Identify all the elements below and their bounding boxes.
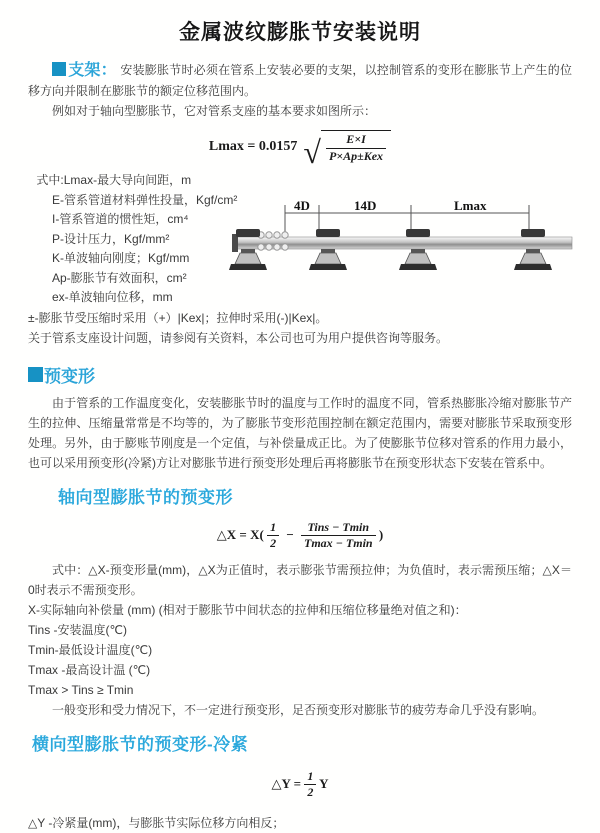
axial-definition-line: Tins -安装温度(℃) [28,622,128,637]
page-title: 金属波纹膨胀节安装说明 [179,21,421,44]
axial-definition-line: Tmin-最低设计温度(℃) [28,642,153,657]
fraction-denominator: 2 [270,536,277,551]
section-marker-icon [52,62,66,76]
axial-definition-line: X-实际轴向补偿量 (mm) (相对于膨胀节中间状态的拉伸和压缩位移量绝对值之和)： [28,602,467,617]
definitions-and-diagram [28,171,572,308]
section-marker-icon [28,367,43,382]
axial-definition-line: Tmax > Tins ≥ Tmin [28,682,134,697]
definition-line: Ap-膨胀节有效面积，cm² [52,270,187,285]
formula-lmax-numerator: E×I [326,132,386,149]
dim-label-4d: 4D [294,198,310,214]
formula-axial-lhs: △X = X( [216,526,264,542]
temperature-fraction [301,520,376,552]
formula-lmax-fraction [326,132,386,164]
predeform-section-label: 预变形 [44,366,95,386]
axial-note-paragraph: 式中：△X-预变形量(mm)，△X为正值时，表示膨张节需预拉伸；为负值时，表示需预压缩；△X＝0时表示不需预变形。 [28,562,572,597]
formula-axial [28,520,572,552]
pipe-guide-support [514,229,552,270]
fraction-numerator: 1 [304,769,316,786]
formula-lmax-denominator: P×Ap±Kex [328,148,384,163]
definition-line: E-管系管道材料弹性投量，Kgf/cm² [52,192,238,207]
formula-lmax-lhs: Lmax = 0.0157 [208,139,298,155]
sqrt-radical [303,130,391,171]
predeform-paragraph: 由于管系的工作温度变化，安装膨胀节时的温度与工作时的温度不同，管系热膨胀冷缩对膨胀节产生的拉伸、压缩量常常是不均等的，为了膨胀节变形范围控制在额定范围内，需要对膨胀节采取预变形处理。另外，由于膨账节刚度是一个定值，与补偿量成正比。为了使膨胀节位移对管系的作用力最小，也可以采用预变形(冷紧)方让对膨胀节进行预变形处理后再将膨胀节在预变形状态下安装在管系中。 [28,395,572,470]
pipe-guide-support [309,229,347,270]
fraction-denominator: Tmax − Tmin [303,536,373,551]
axial-definition-line: Tmax -最高设计温 (℃) [28,662,151,677]
formula-lateral-rhs: Y [319,775,329,791]
fraction-numerator: Tins − Tmin [301,520,376,537]
minus-operator: − [286,526,294,542]
support-intro-text: 安装膨胀节时必须在管系上安装必要的支架，以控制管系的变形在膨胀节上产生的位移方向并限制在膨胀节的额定位移范围内。 [28,63,572,98]
fraction-denominator: 2 [307,785,314,800]
fraction-numerator: 1 [267,520,279,537]
formula-axial-close: ) [378,526,384,542]
dim-label-lmax: Lmax [454,198,487,214]
formula-lateral-lhs: △Y = [271,775,302,791]
definition-line: ex-单波轴向位移，mm [52,290,173,305]
support-intro-paragraph [28,60,572,101]
dim-label-14d: 14D [354,198,377,214]
axial-general-note: 一般变形和受力情况下，不一定进行预变形，足否预变形对膨胀节的疲劳寿命几乎没有影响。 [52,702,545,717]
formula-lmax [28,130,572,171]
predeform-section-heading [28,362,572,387]
lateral-subheading: 横向型膨胀节的预变形-冷紧 [32,734,249,754]
axial-subheading: 轴向型膨胀节的预变形 [58,487,233,507]
support-section-label: 支架： [68,62,117,79]
definition-line: P-设计压力，Kgf/mm² [52,231,170,246]
pipe-support-diagram [228,197,580,285]
support-example-line: 例如对于轴向型膨胀节，它对管系支座的基本要求如图所示： [52,104,377,118]
radical-sign-icon: √ [303,134,321,171]
sqrt-content [321,130,391,164]
definition-line: I-管系管道的惯性矩，cm⁴ [52,212,189,227]
formula-lateral [28,769,572,801]
pipe-guide-support [399,229,437,270]
one-half-fraction [267,520,279,552]
lateral-note-line: △Y -冷紧量(mm)，与膨胀节实际位移方向相反； [28,816,285,831]
plus-minus-note-line: ±-膨胀节受压缩时采用（+）|Kex|；拉伸时采用(-)|Kex|。 [28,310,328,325]
definition-line: 式中:Lmax-最大导向间距，m [36,173,192,188]
definition-line: K-单波轴向刚度；Kgf/mm [52,251,190,266]
consult-service-line: 关于管系支座设计问题，请参阅有关资料，本公司也可为用户提供咨询等服务。 [28,330,449,345]
one-half-fraction [304,769,316,801]
